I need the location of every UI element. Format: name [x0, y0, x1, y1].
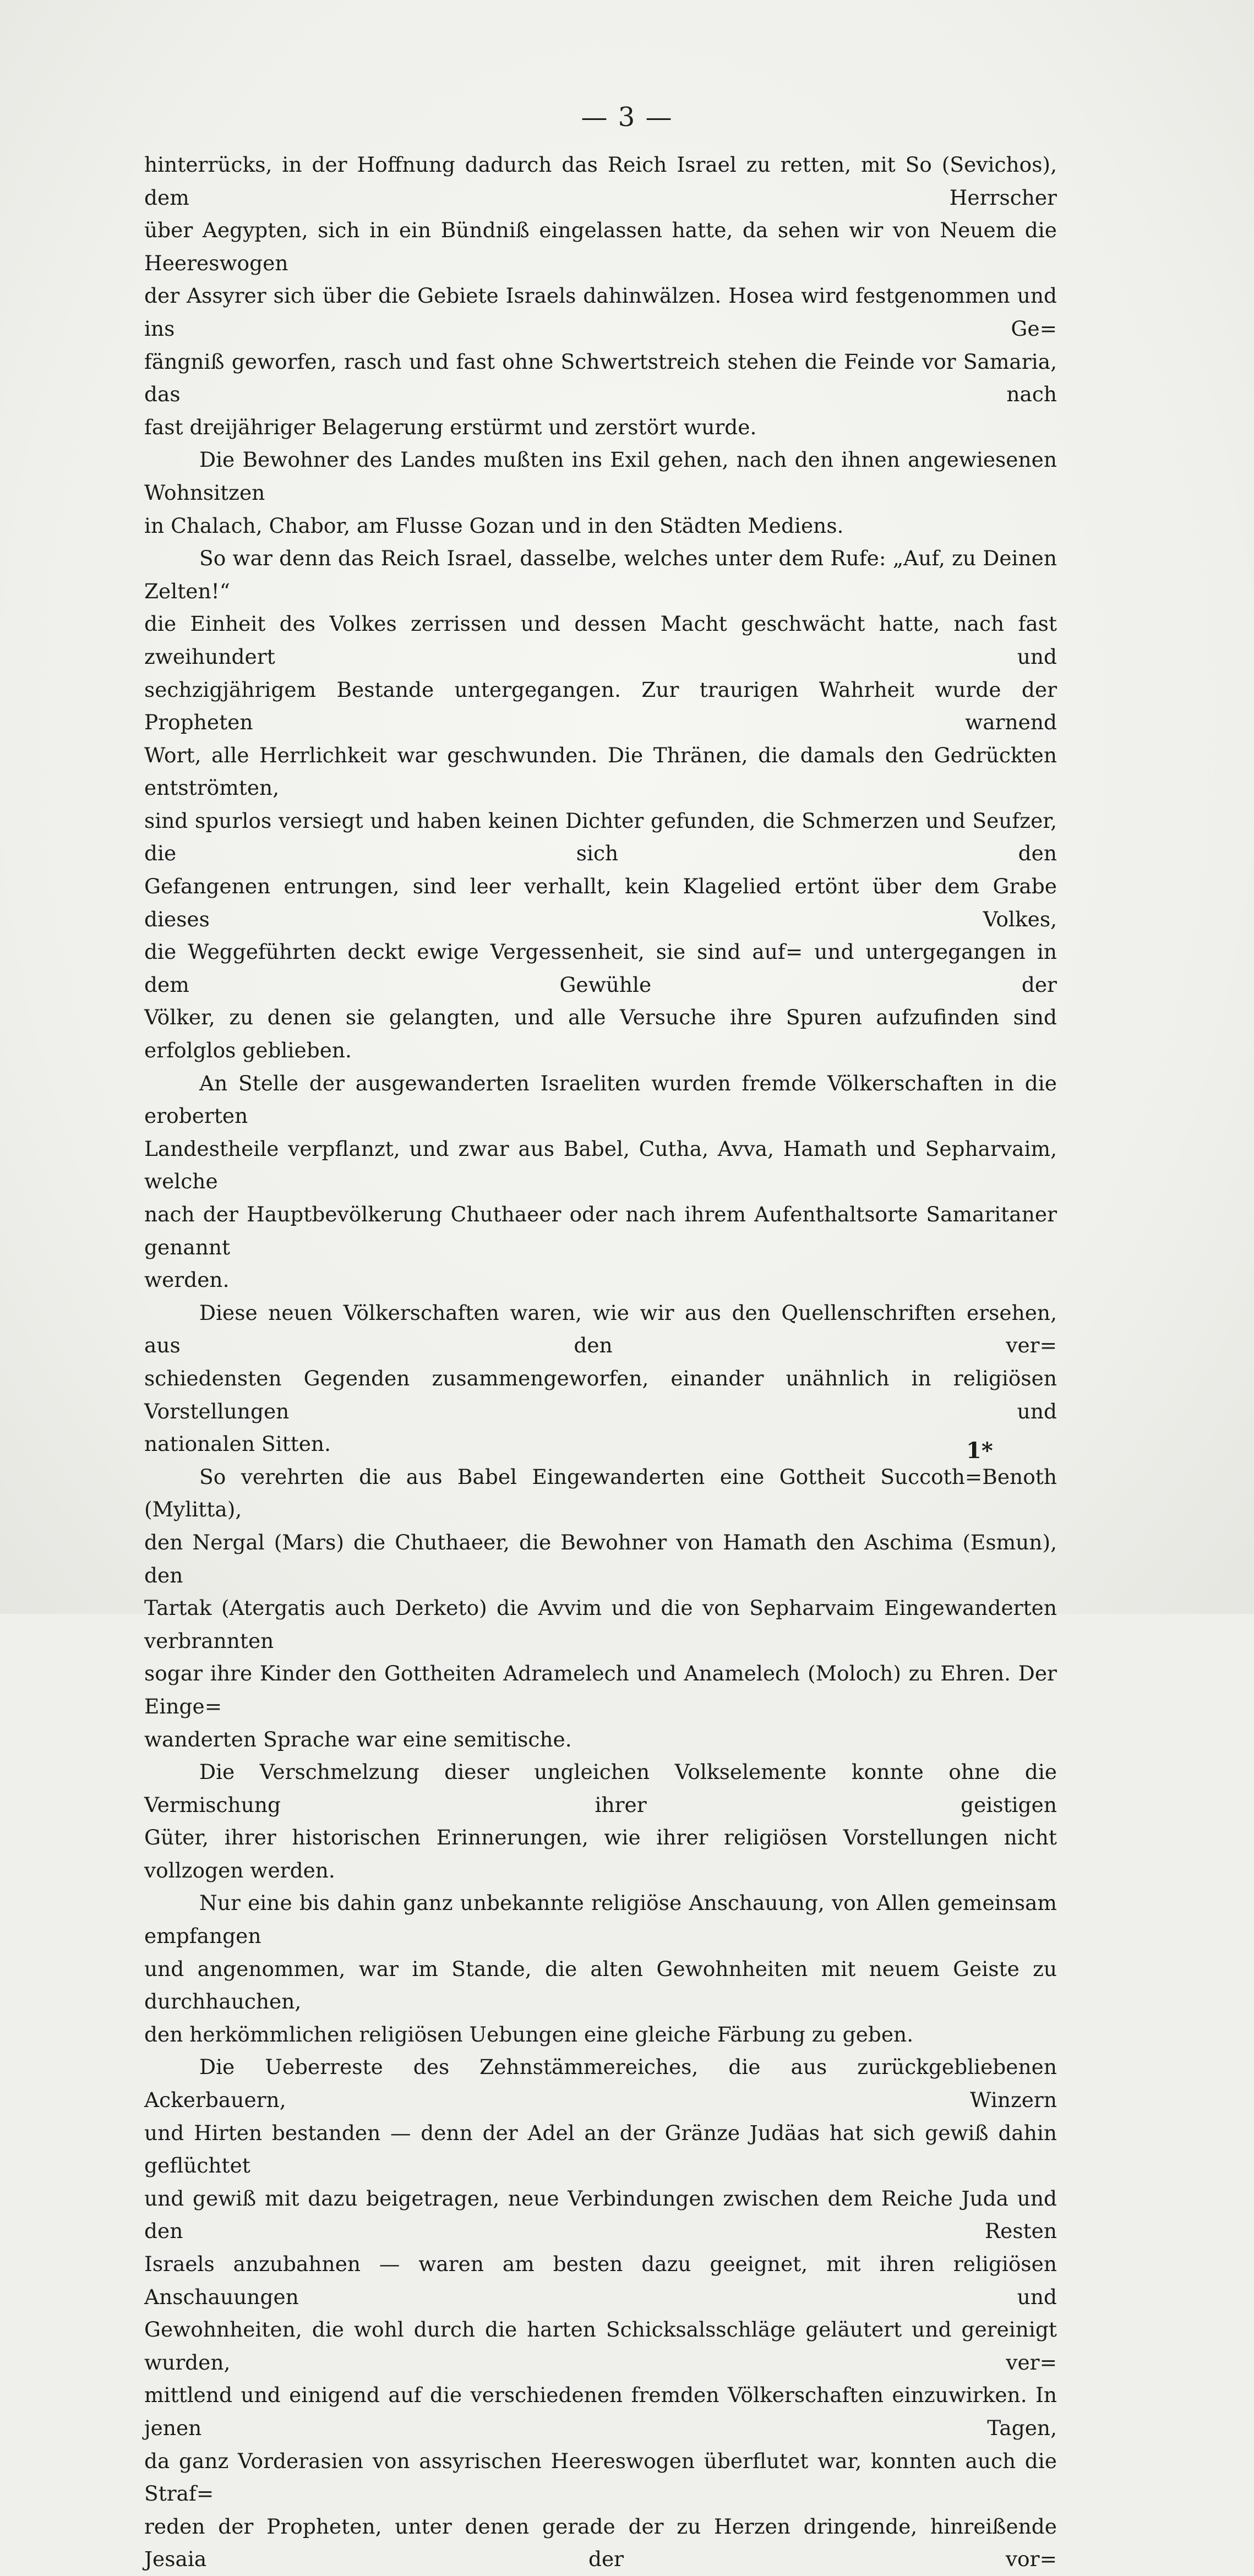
text-line: den herkömmlichen religiösen Uebungen eine gleiche Färbung zu geben.: [144, 2022, 914, 2046]
text-line: die Weggeführten deckt ewige Vergessenheit, sie sind auf= und untergegangen in dem Gewühle der: [144, 940, 1057, 997]
text-line: Landestheile verpflanzt, und zwar aus Babel, Cutha, Avva, Hamath und Sepharvaim, welche: [144, 1136, 1057, 1194]
text-line: über Aegypten, sich in ein Bündniß eingelassen hatte, da sehen wir von Neuem die Heereswogen: [144, 218, 1057, 275]
text-line: schiedensten Gegenden zusammengeworfen, einander unähnlich in religiösen Vorstellungen und: [144, 1366, 1057, 1423]
text-line: Die Bewohner des Landes mußten ins Exil gehen, nach den ihnen angewiesenen Wohnsitzen: [144, 447, 1057, 505]
text-line: da ganz Vorderasien von assyrischen Heereswogen überflutet war, konnten auch die Straf=: [144, 2448, 1057, 2506]
paragraph: [144, 1461, 1057, 1756]
text-line: So war denn das Reich Israel, dasselbe, welches unter dem Rufe: „Auf, zu Deinen Zelten!“: [144, 546, 1057, 603]
text-line: den Nergal (Mars) die Chuthaeer, die Bewohner von Hamath den Aschima (Esmun), den: [144, 1530, 1057, 1587]
text-line: Wort, alle Herrlichkeit war geschwunden. Die Thränen, die damals den Gedrückten entströmten,: [144, 743, 1057, 800]
signature-mark: 1*: [966, 1438, 993, 1464]
paragraph: [144, 1067, 1057, 1297]
text-line: So verehrten die aus Babel Eingewanderten eine Gottheit Succoth=Benoth (Mylitta),: [144, 1464, 1057, 1522]
text-line: Israels anzubahnen — waren am besten dazu geeignet, mit ihren religiösen Anschauungen und: [144, 2252, 1057, 2309]
text-line: und Hirten bestanden — denn der Adel an der Gränze Judäas hat sich gewiß dahin geflüchtet: [144, 2120, 1057, 2178]
paragraph: [144, 1297, 1057, 1461]
text-line: sogar ihre Kinder den Gottheiten Adramelech und Anamelech (Moloch) zu Ehren. Der Einge=: [144, 1661, 1057, 1718]
text-line: Nur eine bis dahin ganz unbekannte religiöse Anschauung, von Allen gemeinsam empfangen: [144, 1891, 1057, 1949]
text-line: mittlend und einigend auf die verschiedenen fremden Völkerschaften einzuwirken. In jenen Tagen,: [144, 2383, 1057, 2440]
paragraph: [144, 2051, 1057, 2576]
paragraph: [144, 149, 1057, 444]
paragraph: [144, 1756, 1057, 1887]
text-line: hinterrücks, in der Hoffnung dadurch das Reich Israel zu retten, mit So (Sevichos), dem Herrscher: [144, 152, 1057, 210]
text-line: werden.: [144, 1268, 230, 1292]
text-line: wanderten Sprache war eine semitische.: [144, 1727, 572, 1751]
text-line: Gewohnheiten, die wohl durch die harten Schicksalsschläge geläutert und gereinigt wurden, ver=: [144, 2317, 1057, 2375]
text-line: Die Ueberreste des Zehnstämmereiches, die aus zurückgebliebenen Ackerbauern, Winzern: [144, 2055, 1057, 2113]
text-line: fast dreijähriger Belagerung erstürmt und zerstört wurde.: [144, 414, 757, 439]
text-line: die Einheit des Volkes zerrissen und dessen Macht geschwächt hatte, nach fast zweihundert und: [144, 612, 1057, 669]
text-line: fängniß geworfen, rasch und fast ohne Schwertstreich stehen die Feinde vor Samaria, das nach: [144, 349, 1057, 407]
text-line: An Stelle der ausgewanderten Israeliten wurden fremde Völkerschaften in die eroberten: [144, 1071, 1057, 1128]
text-line: nach der Hauptbevölkerung Chuthaeer oder nach ihrem Aufenthaltsorte Samaritaner genannt: [144, 1202, 1057, 1259]
text-line: der Assyrer sich über die Gebiete Israels dahinwälzen. Hosea wird festgenommen und ins Ge=: [144, 283, 1057, 341]
text-line: Gefangenen entrungen, sind leer verhallt, kein Klagelied ertönt über dem Grabe dieses Volkes,: [144, 874, 1057, 931]
page-number-header: — 3 —: [581, 102, 673, 133]
text-line: Diese neuen Völkerschaften waren, wie wir aus den Quellenschriften ersehen, aus den ver=: [144, 1300, 1057, 1358]
text-line: sechzigjährigem Bestande untergegangen. Zur traurigen Wahrheit wurde der Propheten warnend: [144, 677, 1057, 735]
text-line: Güter, ihrer historischen Erinnerungen, wie ihrer religiösen Vorstellungen nicht vollzogen werden.: [144, 1825, 1057, 1882]
paragraph: [144, 444, 1057, 542]
body-text: [144, 149, 1057, 2576]
text-line: Völker, zu denen sie gelangten, und alle Versuche ihre Spuren aufzufinden sind erfolglos geblieben.: [144, 1005, 1057, 1063]
text-line: Tartak (Atergatis auch Derketo) die Avvim und die von Sepharvaim Eingewanderten verbrannten: [144, 1596, 1057, 1653]
text-line: reden der Propheten, unter denen gerade der zu Herzen dringende, hinreißende Jesaia der vor=: [144, 2514, 1057, 2572]
text-line: nationalen Sitten.: [144, 1432, 331, 1456]
paragraph: [144, 1887, 1057, 2051]
text-line: und gewiß mit dazu beigetragen, neue Verbindungen zwischen dem Reiche Juda und den Resten: [144, 2186, 1057, 2244]
text-line: und angenommen, war im Stande, die alten Gewohnheiten mit neuem Geiste zu durchhauchen,: [144, 1956, 1057, 2014]
text-line: Die Verschmelzung dieser ungleichen Volkselemente konnte ohne die Vermischung ihrer geistigen: [144, 1760, 1057, 1817]
text-line: sind spurlos versiegt und haben keinen Dichter gefunden, die Schmerzen und Seufzer, die sich den: [144, 808, 1057, 866]
paragraph: [144, 542, 1057, 1067]
text-line: in Chalach, Chabor, am Flusse Gozan und in den Städten Mediens.: [144, 513, 844, 538]
